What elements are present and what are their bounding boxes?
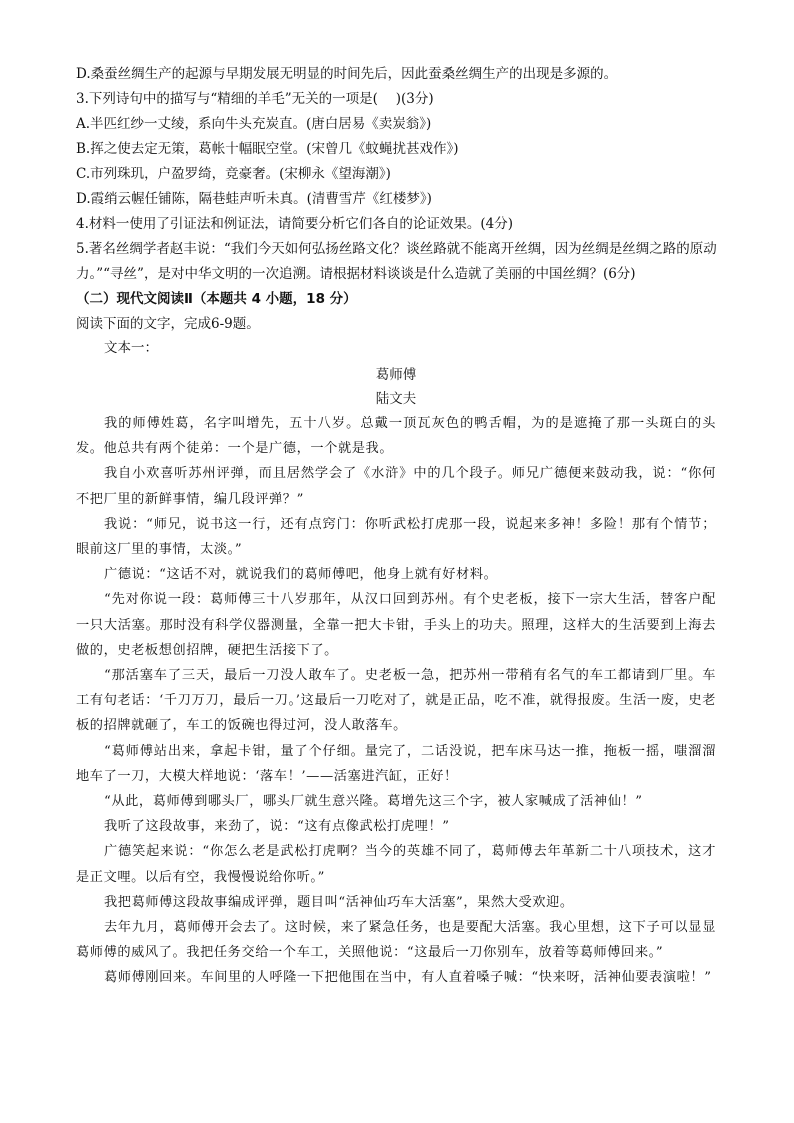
story-text: [76, 336, 716, 991]
question-5: 5.著名丝绸学者赵丰说：“我们今天如何弘扬丝路文化？谈丝路就不能离开丝绸，因为丝绸是丝绸之路的原动力。”“寻丝”，是对中华文明的一次追溯。请根据材料谈谈是什么造就了美丽的中国丝绸？(6分): [76, 241, 717, 282]
story-paragraph: 广德说：“这话不对，就说我们的葛师傅吧，他身上就有好材料。: [104, 567, 498, 583]
section-instruction: 阅读下面的文字，完成6-9题。: [76, 316, 260, 332]
story-paragraph: 我自小欢喜听苏州评弹，而且居然学会了《水浒》中的几个段子。师兄广德便来鼓动我，说：“你何不把厂里的新鲜事情，编几段评弹？”: [76, 466, 716, 507]
section-title: （二）现代文阅读Ⅱ（本题共 4 小题，18 分）: [76, 291, 357, 307]
story-paragraph: 我的师傅姓葛，名字叫增先，五十八岁。总戴一顶瓦灰色的鸭舌帽，为的是遮掩了那一头斑白的头发。他总共有两个徒弟：一个是广德，一个就是我。: [76, 416, 716, 457]
question-3: 3.下列诗句中的描写与“精细的羊毛”无关的一项是( )(3分): [76, 91, 434, 107]
story-paragraph: “那活塞车了三天，最后一刀没人敢车了。史老板一急，把苏州一带稍有名气的车工都请到厂里。车工有句老话：‘千刀万刀，最后一刀。’这最后一刀吃对了，就是正品，吃不准，就得报废。生活一废，史老板的招牌就砸了，车工的饭碗也得过河，没人敢落车。: [76, 668, 716, 734]
story-paragraph: 去年九月，葛师傅开会去了。这时候，来了紧急任务，也是要配大活塞。我心里想，这下子可以显显葛师傅的威风了。我把任务交给一个车工，关照他说：“这最后一刀你别车，放着等葛师傅回来。”: [76, 920, 716, 961]
story-paragraph: 葛师傅刚回来。车间里的人呼隆一下把他围在当中，有人直着嗓子喊：“快来呀，活神仙要表演啦！”: [104, 970, 712, 986]
text-label: 文本一：: [104, 340, 158, 356]
story-paragraph: “葛师傅站出来，拿起卡钳，量了个仔细。量完了，二话没说，把车床马达一推，拖板一摇，嗤溜溜地车了一刀，大模大样地说：‘落车！’——活塞进汽缸，正好！: [76, 743, 716, 784]
q3-option-b: B.挥之使去定无策，葛帐十幅眠空堂。(宋曾几《蚊蝇扰甚戏作》): [76, 141, 459, 157]
story-paragraph: 广德笑起来说：“你怎么老是武松打虎啊？当今的英雄不同了，葛师傅去年革新二十八项技术，这才是正文哩。以后有空，我慢慢说给你听。”: [76, 844, 716, 885]
story-author: 陆文夫: [375, 391, 417, 407]
story-paragraph: 我把葛师傅这段故事编成评弹，题目叫“活神仙巧车大活塞”，果然大受欢迎。: [104, 894, 574, 910]
q3-option-d: D.霞绡云幄任铺陈，隔巷蛙声听未真。(清曹雪芹《红楼梦》): [76, 191, 432, 207]
questions-block: [76, 62, 736, 337]
q3-option-a: A.半匹红纱一丈绫，系向牛头充炭直。(唐白居易《卖炭翁》): [76, 116, 432, 132]
story-paragraph: 我说：“师兄，说书这一行，还有点窍门：你听武松打虎那一段，说起来多神！多险！那有个情节；眼前这厂里的事情，太淡。”: [76, 516, 716, 558]
story-title: 葛师傅: [375, 367, 417, 383]
option-d-previous: D.桑蚕丝绸生产的起源与早期发展无明显的时间先后，因此蚕桑丝绸生产的出现是多源的。: [76, 66, 618, 82]
story-paragraph: 我听了这段故事，来劲了，说：“这有点像武松打虎哩！”: [104, 819, 450, 835]
question-4: 4.材料一使用了引证法和例证法，请简要分析它们各自的论证效果。(4分): [76, 216, 514, 232]
q3-option-c: C.市列珠玑，户盈罗绮，竞豪奢。(宋柳永《望海潮》): [76, 166, 391, 182]
story-paragraph: “从此，葛师傅到哪头厂，哪头厂就生意兴隆。葛增先这三个字，被人家喊成了活神仙！”: [104, 794, 643, 810]
story-paragraph: “先对你说一段：葛师傅三十八岁那年，从汉口回到苏州。有个史老板，接下一宗大生活，替客户配一只大活塞。那时没有科学仪器测量，全靠一把大卡钳，手头上的功夫。照理，这样大的生活要到上海去做的，史老板想创招牌，硬把生活接下了。: [76, 592, 716, 658]
